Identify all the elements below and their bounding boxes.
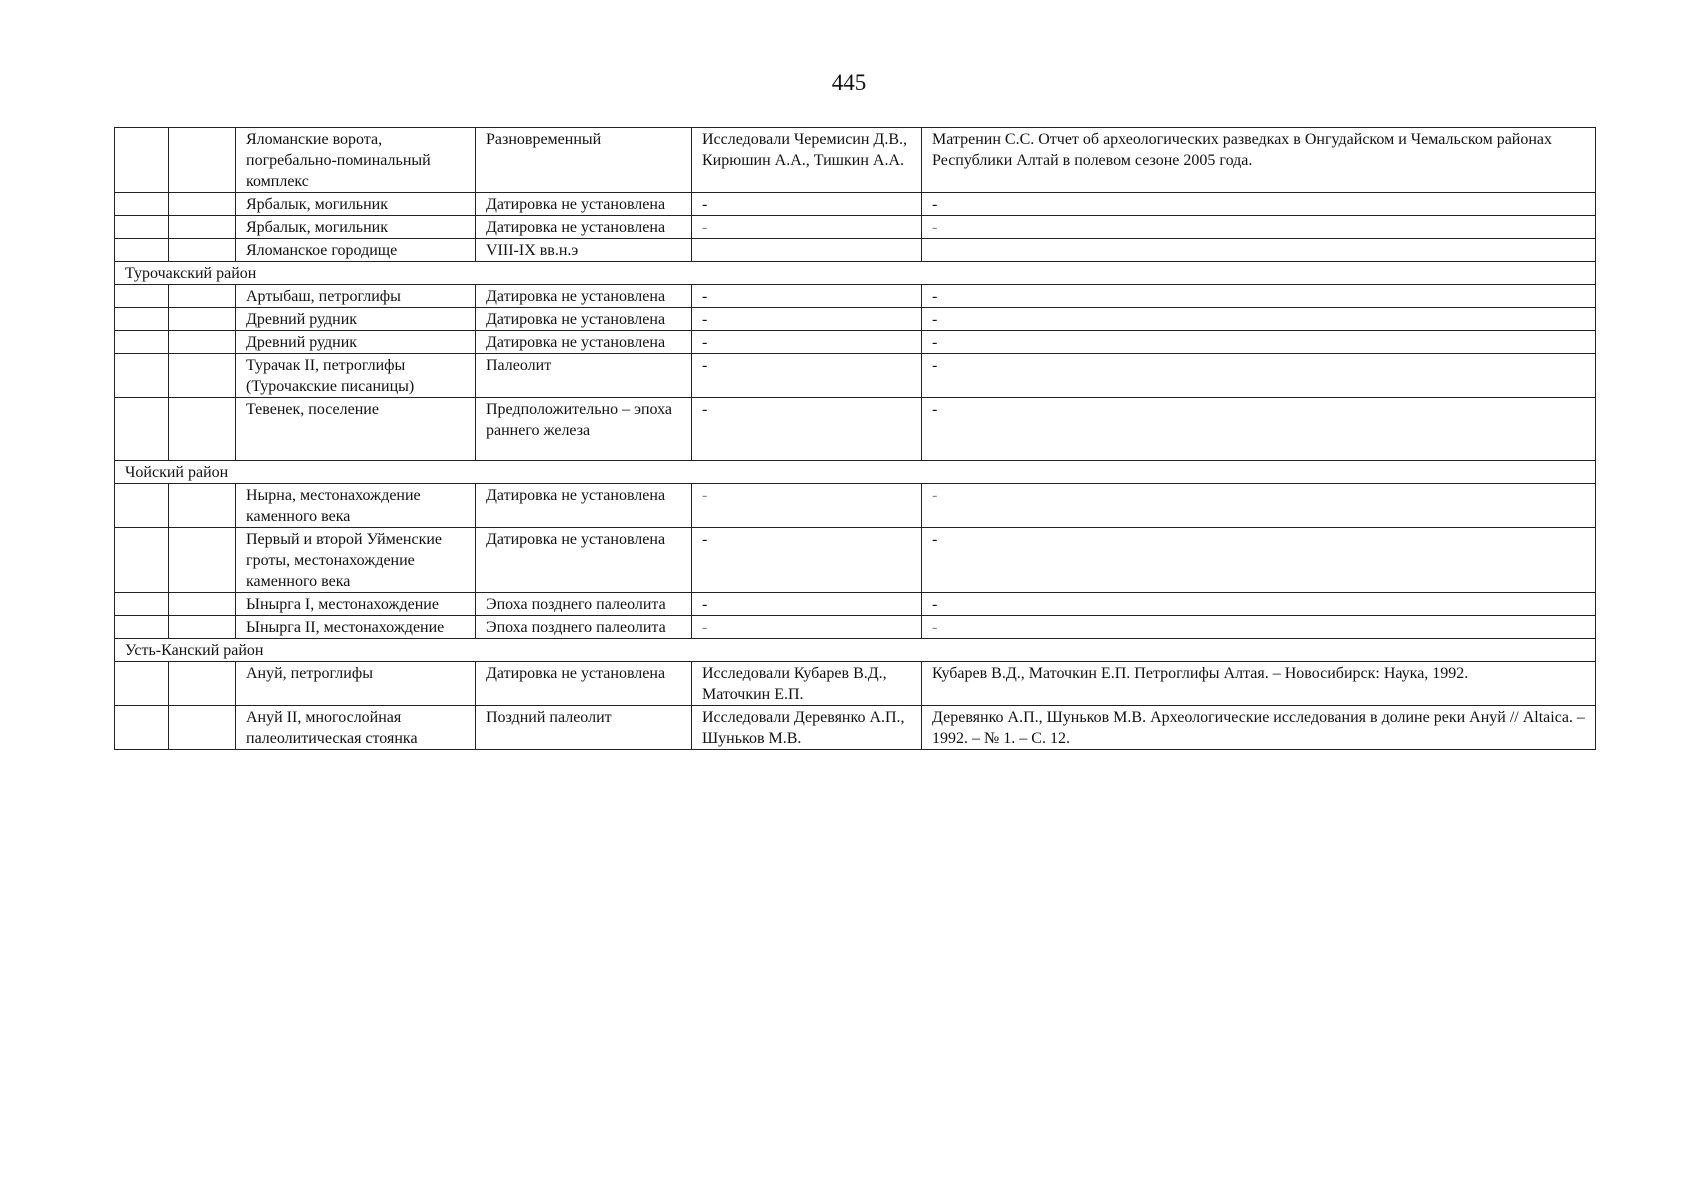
source-cell: Матренин С.С. Отчет об археологических разведках в Онгудайском и Чемальском районах Республики Алтай в полевом сезоне 2005 года. (922, 128, 1596, 193)
table-row (115, 706, 1596, 750)
source-cell: - (922, 484, 1596, 528)
source-cell (922, 239, 1596, 262)
table-row (115, 484, 1596, 528)
monuments-table (114, 127, 1596, 750)
subnumber-cell (169, 331, 236, 354)
research-cell: - (692, 285, 922, 308)
source-cell: - (922, 398, 1596, 461)
source-cell: - (922, 308, 1596, 331)
source-cell: - (922, 193, 1596, 216)
number-cell (115, 398, 169, 461)
source-cell: - (922, 331, 1596, 354)
number-cell (115, 216, 169, 239)
region-title: Турочакский район (115, 262, 1596, 285)
subnumber-cell (169, 308, 236, 331)
table-row (115, 128, 1596, 193)
number-cell (115, 193, 169, 216)
number-cell (115, 354, 169, 398)
dating-cell: Предположительно – эпоха раннего железа (476, 398, 692, 461)
dating-cell: Эпоха позднего палеолита (476, 593, 692, 616)
subnumber-cell (169, 398, 236, 461)
subnumber-cell (169, 128, 236, 193)
dating-cell: Датировка не установлена (476, 662, 692, 706)
subnumber-cell (169, 484, 236, 528)
number-cell (115, 239, 169, 262)
table-row (115, 593, 1596, 616)
subnumber-cell (169, 193, 236, 216)
research-cell: Исследовали Кубарев В.Д., Маточкин Е.П. (692, 662, 922, 706)
dating-cell: VIII-IX вв.н.э (476, 239, 692, 262)
research-cell: - (692, 484, 922, 528)
dating-cell: Поздний палеолит (476, 706, 692, 750)
site-name-cell: Ануй, петроглифы (236, 662, 476, 706)
table-row (115, 216, 1596, 239)
table-row (115, 662, 1596, 706)
subnumber-cell (169, 528, 236, 593)
table-row (115, 616, 1596, 639)
number-cell (115, 616, 169, 639)
number-cell (115, 128, 169, 193)
site-name-cell: Яломанские ворота, погребально-поминальный комплекс (236, 128, 476, 193)
site-name-cell: Турачак II, петроглифы (Турочакские писаницы) (236, 354, 476, 398)
research-cell: - (692, 354, 922, 398)
table-row (115, 285, 1596, 308)
dating-cell: Датировка не установлена (476, 193, 692, 216)
subnumber-cell (169, 239, 236, 262)
number-cell (115, 528, 169, 593)
number-cell (115, 331, 169, 354)
source-cell: Кубарев В.Д., Маточкин Е.П. Петроглифы Алтая. – Новосибирск: Наука, 1992. (922, 662, 1596, 706)
number-cell (115, 706, 169, 750)
source-cell: - (922, 216, 1596, 239)
number-cell (115, 308, 169, 331)
subnumber-cell (169, 593, 236, 616)
table-row (115, 308, 1596, 331)
site-name-cell: Ярбалык, могильник (236, 216, 476, 239)
dating-cell: Палеолит (476, 354, 692, 398)
site-name-cell: Тевенек, поселение (236, 398, 476, 461)
site-name-cell: Ынырга II, местонахождение (236, 616, 476, 639)
research-cell: - (692, 331, 922, 354)
number-cell (115, 662, 169, 706)
number-cell (115, 285, 169, 308)
research-cell (692, 239, 922, 262)
subnumber-cell (169, 662, 236, 706)
table-row (115, 193, 1596, 216)
subnumber-cell (169, 616, 236, 639)
site-name-cell: Древний рудник (236, 331, 476, 354)
number-cell (115, 484, 169, 528)
site-name-cell: Древний рудник (236, 308, 476, 331)
site-name-cell: Первый и второй Уйменские гроты, местонахождение каменного века (236, 528, 476, 593)
subnumber-cell (169, 706, 236, 750)
research-cell: - (692, 593, 922, 616)
research-cell: - (692, 308, 922, 331)
dating-cell: Датировка не установлена (476, 216, 692, 239)
dating-cell: Эпоха позднего палеолита (476, 616, 692, 639)
table-row (115, 331, 1596, 354)
research-cell: - (692, 398, 922, 461)
subnumber-cell (169, 285, 236, 308)
research-cell: - (692, 193, 922, 216)
source-cell: Деревянко А.П., Шуньков М.В. Археологические исследования в долине реки Ануй // Altaica. – 1992. – № 1. – С. 12. (922, 706, 1596, 750)
research-cell: - (692, 216, 922, 239)
source-cell: - (922, 354, 1596, 398)
region-row (115, 639, 1596, 662)
region-title: Чойский район (115, 461, 1596, 484)
number-cell (115, 593, 169, 616)
table-row (115, 528, 1596, 593)
research-cell: Исследовали Черемисин Д.В., Кирюшин А.А., Тишкин А.А. (692, 128, 922, 193)
source-cell: - (922, 285, 1596, 308)
subnumber-cell (169, 216, 236, 239)
table-row (115, 398, 1596, 461)
dating-cell: Датировка не установлена (476, 308, 692, 331)
table-row (115, 354, 1596, 398)
site-name-cell: Нырна, местонахождение каменного века (236, 484, 476, 528)
page-number: 445 (831, 70, 867, 95)
research-cell: Исследовали Деревянко А.П., Шуньков М.В. (692, 706, 922, 750)
table-body (115, 128, 1596, 750)
region-title: Усть-Канский район (115, 639, 1596, 662)
source-cell: - (922, 528, 1596, 593)
site-name-cell: Яломанское городище (236, 239, 476, 262)
source-cell: - (922, 593, 1596, 616)
research-cell: - (692, 616, 922, 639)
dating-cell: Разновременный (476, 128, 692, 193)
subnumber-cell (169, 354, 236, 398)
research-cell: - (692, 528, 922, 593)
table-row (115, 239, 1596, 262)
dating-cell: Датировка не установлена (476, 285, 692, 308)
region-row (115, 262, 1596, 285)
site-name-cell: Ынырга I, местонахождение (236, 593, 476, 616)
dating-cell: Датировка не установлена (476, 331, 692, 354)
dating-cell: Датировка не установлена (476, 484, 692, 528)
region-row (115, 461, 1596, 484)
site-name-cell: Артыбаш, петроглифы (236, 285, 476, 308)
source-cell: - (922, 616, 1596, 639)
dating-cell: Датировка не установлена (476, 528, 692, 593)
site-name-cell: Ярбалык, могильник (236, 193, 476, 216)
site-name-cell: Ануй II, многослойная палеолитическая стоянка (236, 706, 476, 750)
